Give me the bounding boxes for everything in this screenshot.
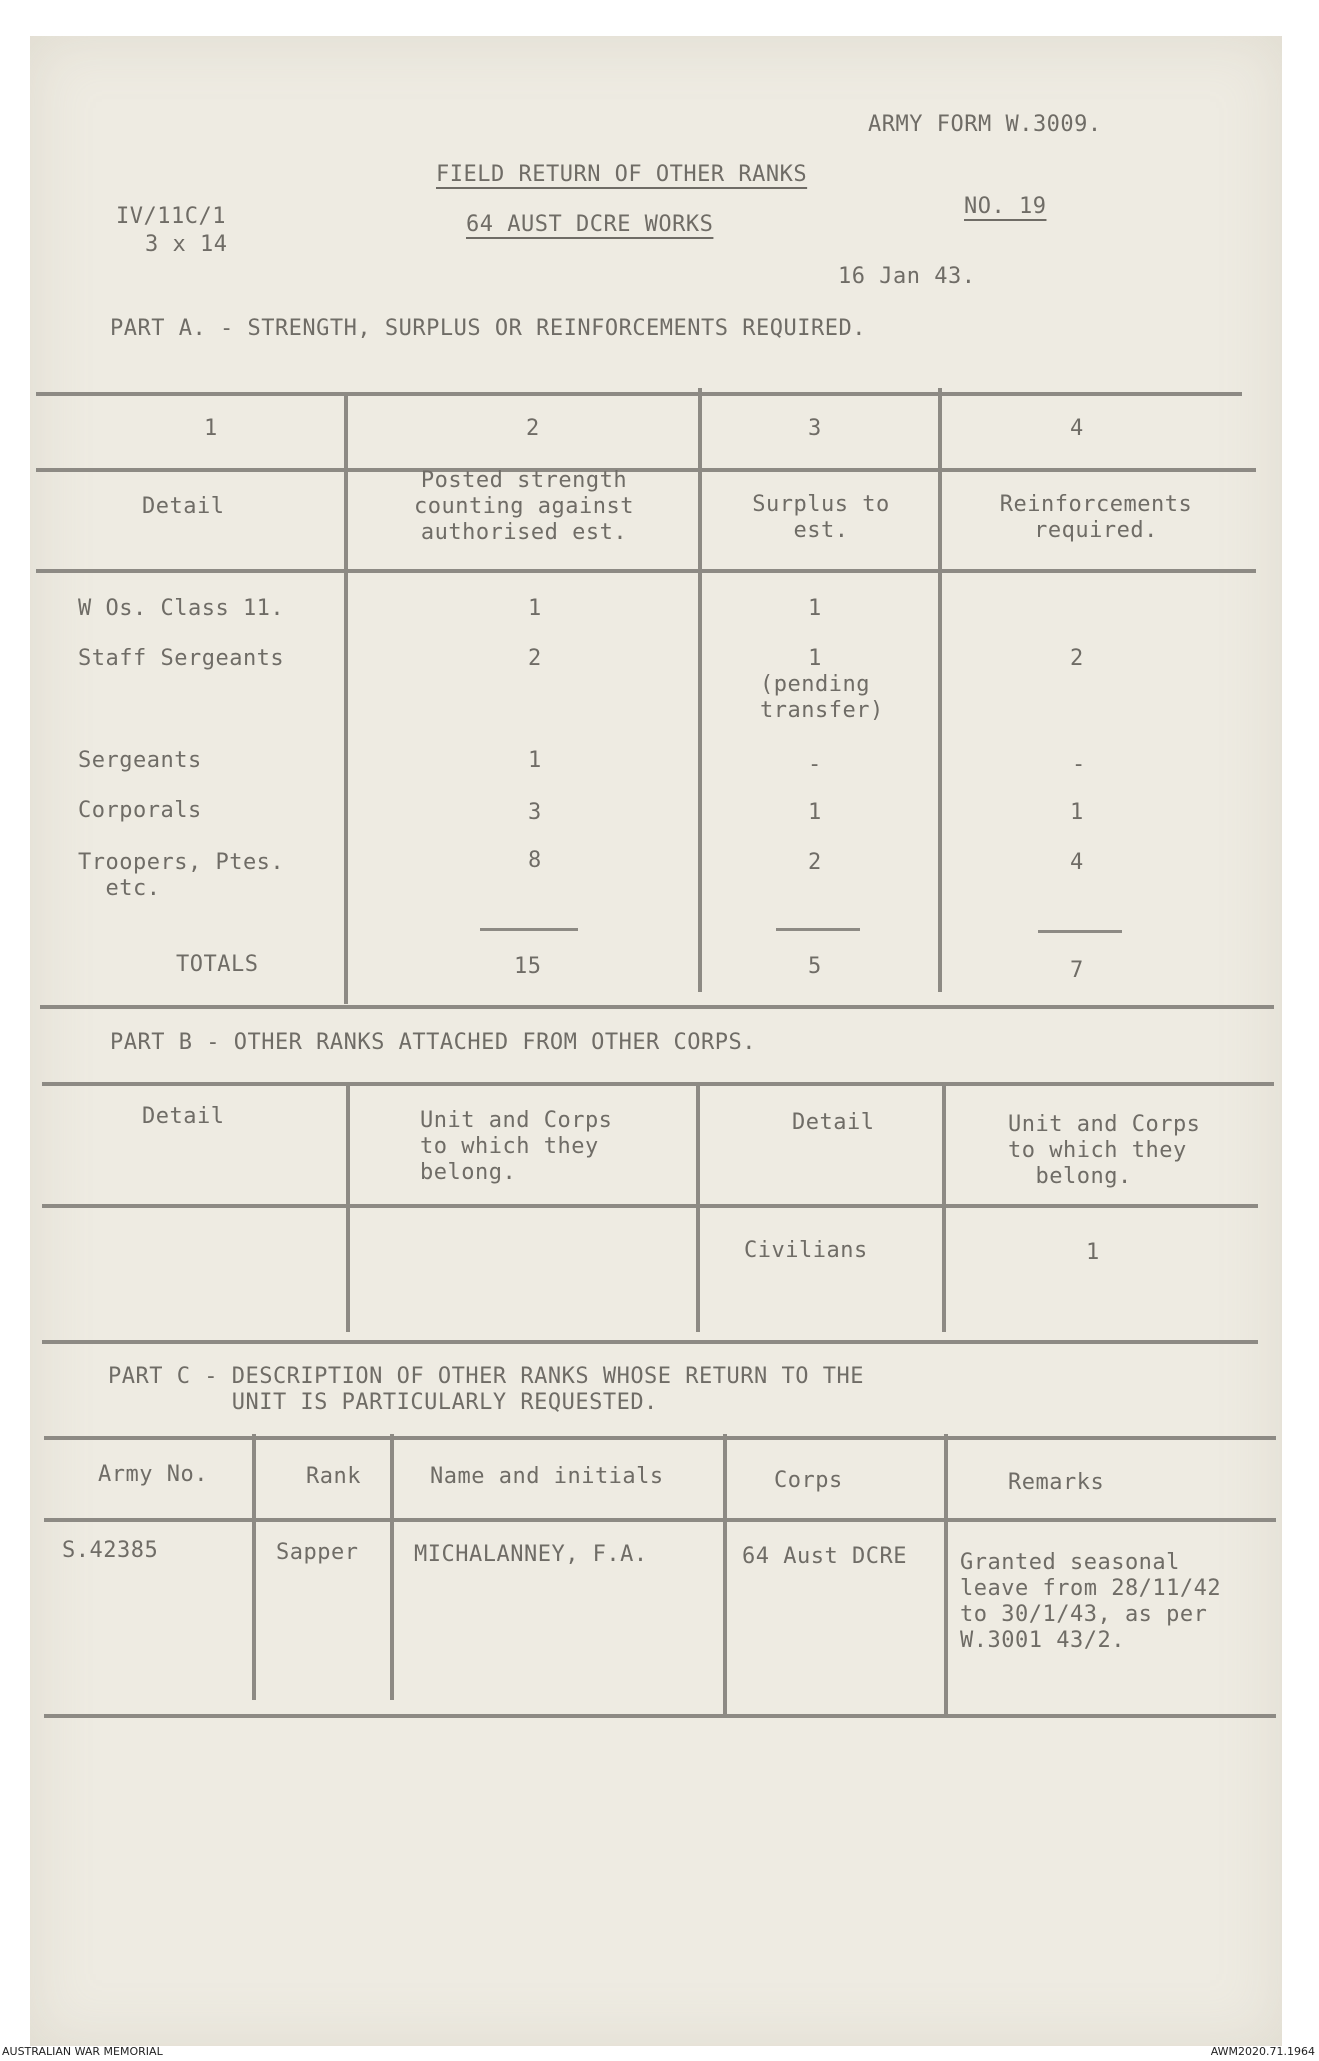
unit-name: 64 AUST DCRE WORKS — [466, 212, 714, 237]
row-name: MICHALANNEY, F.A. — [414, 1542, 648, 1567]
row-surplus: 1 — [808, 800, 822, 825]
column-number: 2 — [526, 416, 540, 441]
column-header: Posted strength counting against authorised est. — [414, 468, 634, 545]
column-header: Detail — [142, 494, 225, 519]
row-corps: 64 Aust DCRE — [742, 1544, 907, 1569]
form-number: ARMY FORM W.3009. — [868, 112, 1102, 137]
part-a-heading: PART A. - STRENGTH, SURPLUS OR REINFORCEMENTS REQUIRED. — [110, 316, 866, 341]
column-header: Surplus to est. — [752, 492, 890, 543]
reference-size: 3 x 14 — [145, 232, 228, 257]
row-unit: 1 — [1086, 1240, 1100, 1265]
row-detail: Corporals — [78, 798, 202, 823]
row-posted: 1 — [528, 748, 542, 773]
total-reinforcements: 7 — [1070, 958, 1084, 983]
total-surplus: 5 — [808, 954, 822, 979]
sum-underline — [1038, 930, 1122, 933]
table-rule — [42, 1082, 1274, 1086]
column-header: Rank — [306, 1464, 361, 1489]
row-posted: 8 — [528, 848, 542, 873]
reference-code: IV/11C/1 — [116, 204, 226, 229]
column-number: 1 — [204, 416, 218, 441]
total-posted: 15 — [514, 954, 542, 979]
column-header: Detail — [792, 1110, 875, 1135]
row-detail: Civilians — [744, 1238, 868, 1263]
column-divider — [696, 1082, 700, 1332]
row-reinforcements: 4 — [1070, 850, 1084, 875]
return-number: NO. 19 — [964, 194, 1047, 219]
column-divider — [944, 1434, 948, 1714]
row-reinforcements: - — [1072, 752, 1086, 777]
table-rule — [44, 1714, 1276, 1718]
table-rule — [42, 1204, 1258, 1208]
table-rule — [44, 1518, 1276, 1522]
column-divider — [938, 388, 942, 992]
column-header: Detail — [142, 1104, 225, 1129]
row-detail: W Os. Class 11. — [78, 596, 285, 621]
sum-underline — [480, 928, 578, 931]
footer-credit: AUSTRALIAN WAR MEMORIAL — [2, 2045, 163, 2058]
column-divider — [942, 1082, 946, 1332]
row-reinforcements: 2 — [1070, 646, 1084, 671]
column-header: Unit and Corps to which they belong. — [420, 1108, 613, 1185]
column-divider — [723, 1434, 727, 1714]
column-divider — [344, 394, 348, 1004]
row-reinforcements: 1 — [1070, 800, 1084, 825]
column-header: Corps — [774, 1468, 843, 1493]
row-surplus: 1 — [808, 596, 822, 621]
table-rule — [40, 1005, 1274, 1009]
totals-label: TOTALS — [176, 952, 259, 977]
sum-underline — [776, 928, 860, 931]
row-posted: 3 — [528, 800, 542, 825]
column-divider — [346, 1082, 350, 1332]
row-army-number: S.42385 — [62, 1538, 159, 1563]
row-surplus: 1 (pending transfer) — [760, 646, 884, 723]
column-divider — [390, 1434, 394, 1700]
part-b-heading: PART B - OTHER RANKS ATTACHED FROM OTHER CORPS. — [110, 1030, 757, 1055]
table-rule — [36, 392, 1242, 396]
column-number: 4 — [1070, 416, 1084, 441]
column-header: Remarks — [1008, 1470, 1105, 1495]
column-header: Reinforcements required. — [999, 492, 1193, 543]
return-date: 16 Jan 43. — [838, 264, 976, 289]
column-header: Army No. — [98, 1462, 208, 1487]
row-posted: 1 — [528, 596, 542, 621]
row-posted: 2 — [528, 646, 542, 671]
row-detail: Sergeants — [78, 748, 202, 773]
row-detail: Staff Sergeants — [78, 646, 285, 671]
column-header: Unit and Corps to which they belong. — [1008, 1112, 1201, 1189]
table-rule — [42, 1340, 1258, 1344]
row-detail: Troopers, Ptes. etc. — [78, 850, 285, 901]
row-remarks: Granted seasonal leave from 28/11/42 to 30/1/43, as per W.3001 43/2. — [960, 1550, 1222, 1653]
page-title: FIELD RETURN OF OTHER RANKS — [436, 162, 808, 187]
part-c-heading: PART C - DESCRIPTION OF OTHER RANKS WHOSE RETURN TO THE UNIT IS PARTICULARLY REQUESTED. — [108, 1364, 864, 1415]
table-rule — [44, 1436, 1276, 1440]
row-rank: Sapper — [276, 1540, 359, 1565]
row-surplus: 2 — [808, 850, 822, 875]
footer-accession: AWM2020.71.1964 — [1210, 2045, 1315, 2058]
table-rule — [36, 569, 1256, 573]
column-number: 3 — [808, 416, 822, 441]
row-surplus: - — [808, 752, 822, 777]
column-divider — [252, 1434, 256, 1700]
column-header: Name and initials — [430, 1464, 664, 1489]
